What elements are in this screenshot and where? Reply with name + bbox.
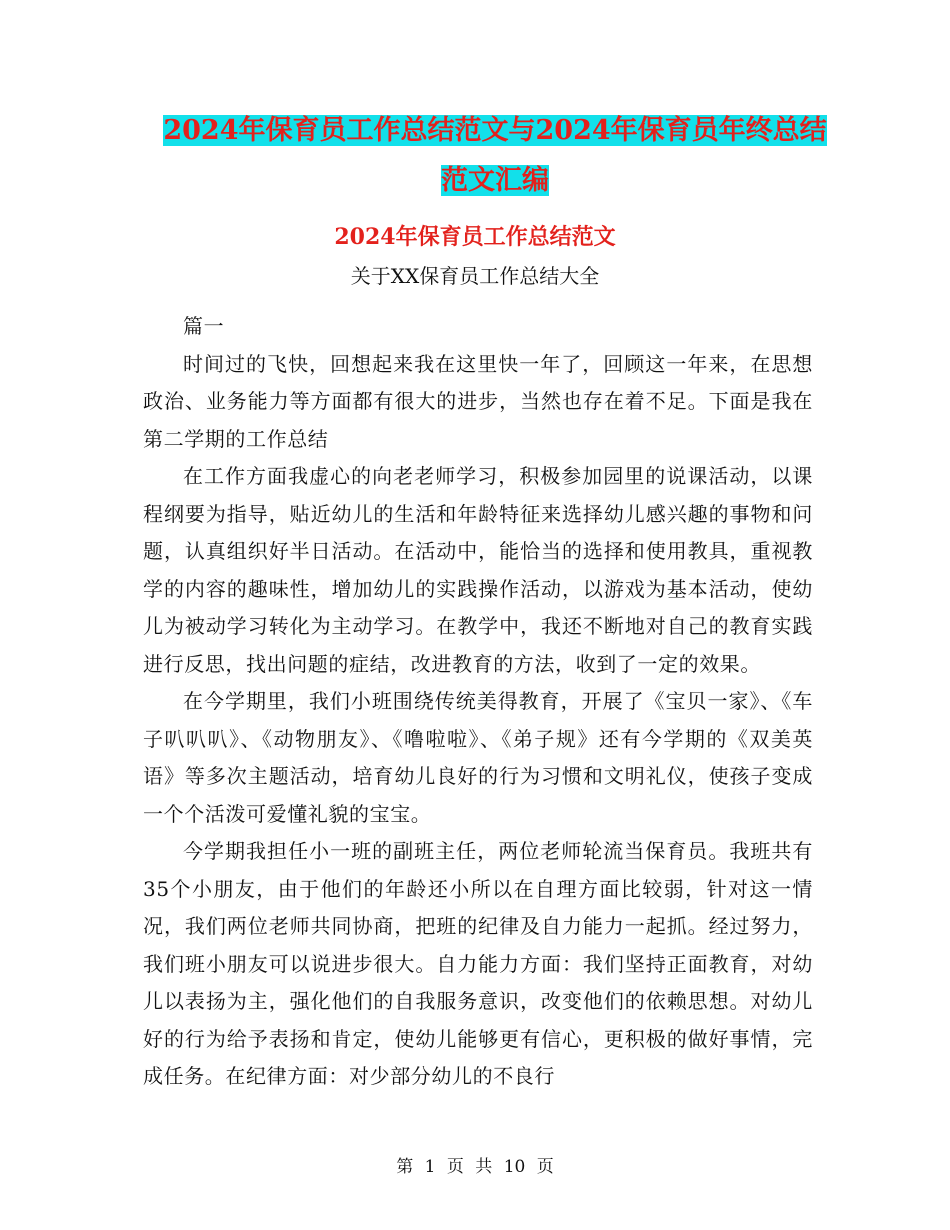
paragraph-heading: 篇一 [183, 314, 225, 338]
paragraph: 时间过的飞快，回想起来我在这里快一年了，回顾这一年来，在思想政治、业务能力等方面都有很大的进步，当然也存在着不足。下面是我在第二学期的工作总结 [143, 351, 813, 451]
document-title-line2: 范文汇编 [441, 165, 549, 196]
document-title-line1: 2024年保育员工作总结范文与2024年保育员年终总结 [163, 115, 827, 146]
page-footer: 第 1 页 共 10 页 [396, 1157, 554, 1177]
section-title: 2024年保育员工作总结范文 [334, 224, 616, 250]
document-body [143, 308, 813, 1096]
document-title [140, 106, 850, 206]
paragraph: 在工作方面我虚心的向老老师学习，积极参加园里的说课活动，以课程纲要为指导，贴近幼儿的生活和年龄特征来选择幼儿感兴趣的事物和问题，认真组织好半日活动。在活动中，能恰当的选择和使用教具，重视教学的内容的趣味性，增加幼儿的实践操作活动，以游戏为基本活动，使幼儿为被动学习转化为主动学习。在教学中，我还不断地对自己的教育实践进行反思，找出问题的症结，改进教育的方法，收到了一定的效果。 [143, 464, 813, 676]
paragraph: 今学期我担任小一班的副班主任，两位老师轮流当保育员。我班共有35个小朋友，由于他们的年龄还小所以在自理方面比较弱，针对这一情况，我们两位老师共同协商，把班的纪律及自力能力一起抓。经过努力，我们班小朋友可以说进步很大。自力能力方面：我们坚持正面教育，对幼儿以表扬为主，强化他们的自我服务意识，改变他们的依赖思想。对幼儿好的行为给予表扬和肯定，使幼儿能够更有信心，更积极的做好事情，完成任务。在纪律方面：对少部分幼儿的不良行 [143, 839, 813, 1088]
paragraph: 在今学期里，我们小班围绕传统美得教育，开展了《宝贝一家》、《车子叭叭叭》、《动物朋友》、《噜啦啦》、《弟子规》还有今学期的《双美英语》等多次主题活动，培育幼儿良好的行为习惯和文明礼仪，使孩子变成一个个活泼可爱懂礼貌的宝宝。 [143, 689, 813, 826]
section-subtitle: 关于XX保育员工作总结大全 [350, 264, 600, 288]
